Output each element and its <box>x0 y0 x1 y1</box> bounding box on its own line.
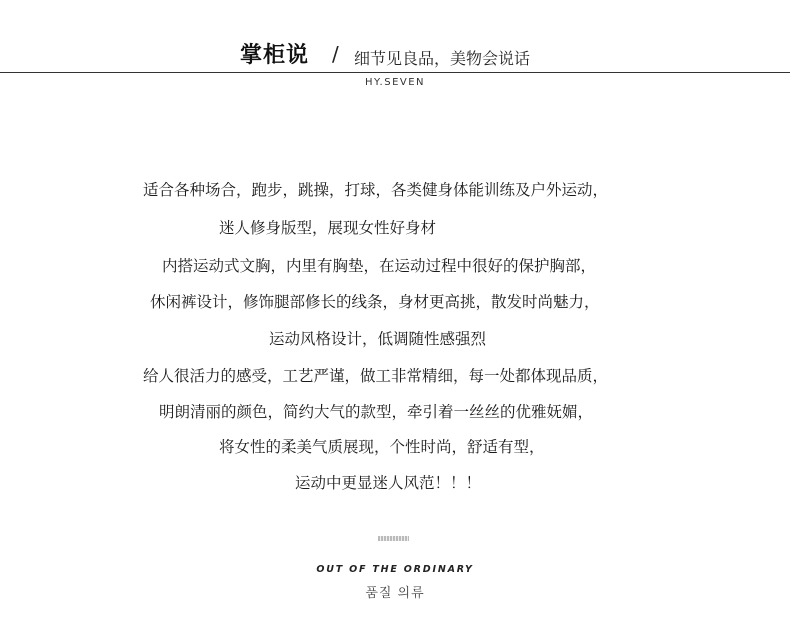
description-line: 迷人修身版型，展现女性好身材 <box>219 219 437 237</box>
footer-korean-text: 품질 의류 <box>365 586 425 601</box>
footer-slogan: OUT OF THE ORDINARY <box>316 564 474 575</box>
description-line: 内搭运动式文胸，内里有胸垫，在运动过程中很好的保护胸部， <box>162 257 597 275</box>
page-subtitle: 细节见良品，美物会说话 <box>354 49 531 68</box>
brand-name: HY.SEVEN <box>364 77 426 88</box>
description-line: 休闲裤设计，修饰腿部修长的线条，身材更高挑，散发时尚魅力， <box>150 293 600 311</box>
description-line: 适合各种场合，跑步，跳操，打球，各类健身体能训练及户外运动， <box>143 181 609 199</box>
description-line: 将女性的柔美气质展现，个性时尚，舒适有型， <box>219 438 545 456</box>
description-line: 运动风格设计，低调随性感强烈 <box>269 330 487 348</box>
description-line: 给人很活力的感受，工艺严谨，做工非常精细，每一处都体现品质， <box>143 367 609 385</box>
title-separator: / <box>332 42 339 66</box>
decorative-divider <box>378 536 409 541</box>
description-line: 明朗清丽的颜色，简约大气的款型，牵引着一丝丝的优雅妩媚， <box>159 403 594 421</box>
description-line: 运动中更显迷人风范！！！ <box>295 474 482 492</box>
header-divider <box>0 72 790 73</box>
page-title: 掌柜说 <box>240 43 310 68</box>
